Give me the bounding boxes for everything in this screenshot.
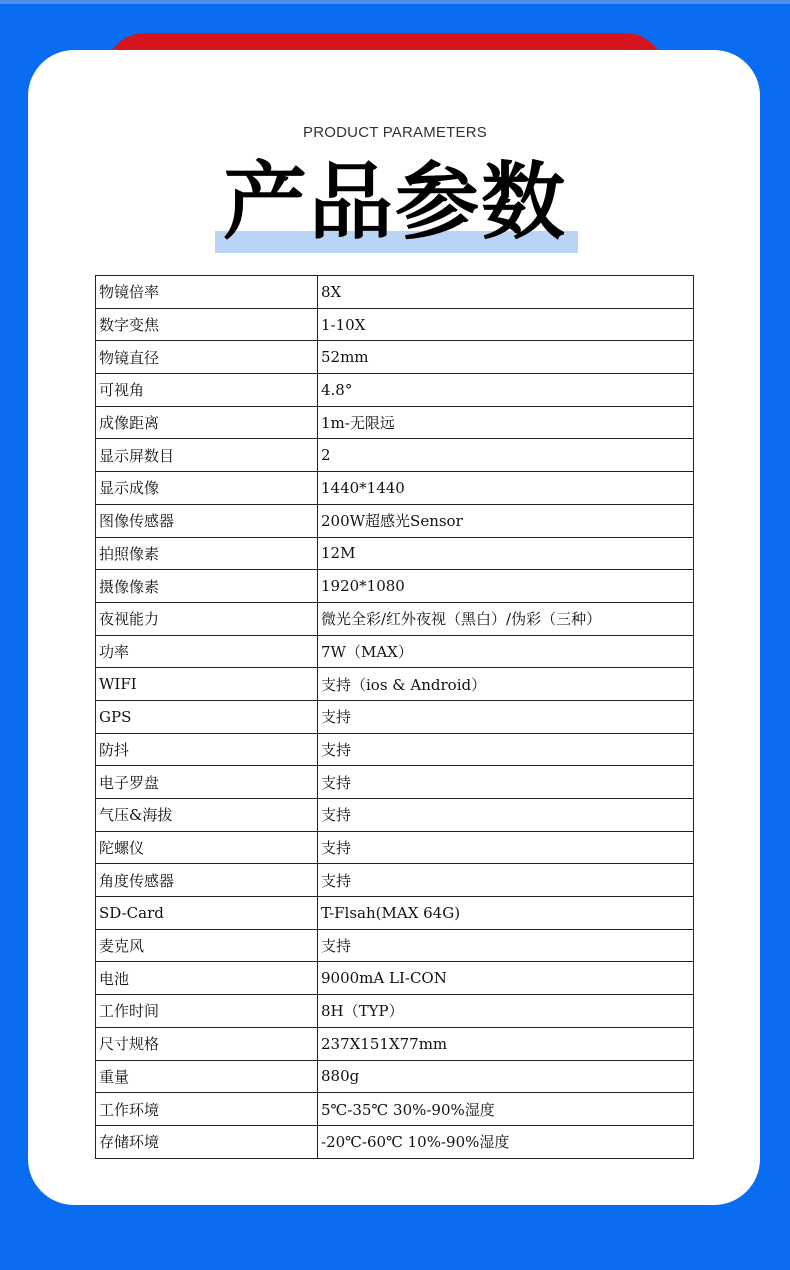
spec-label: 防抖 [96, 733, 318, 766]
spec-label: 物镜直径 [96, 341, 318, 374]
spec-label: 拍照像素 [96, 537, 318, 570]
spec-row [96, 341, 694, 374]
spec-row [96, 995, 694, 1028]
spec-row [96, 570, 694, 603]
spec-row [96, 799, 694, 832]
spec-label: 陀螺仪 [96, 831, 318, 864]
spec-value: 52mm [318, 341, 694, 374]
spec-label: 工作环境 [96, 1093, 318, 1126]
spec-value: 1m-无限远 [318, 406, 694, 439]
spec-label: 显示成像 [96, 472, 318, 505]
spec-label: GPS [96, 700, 318, 733]
spec-value: 8X [318, 276, 694, 309]
spec-label: SD-Card [96, 897, 318, 930]
spec-value: 5℃-35℃ 30%-90%湿度 [318, 1093, 694, 1126]
spec-label: 工作时间 [96, 995, 318, 1028]
spec-label: 图像传感器 [96, 504, 318, 537]
spec-value: 1-10X [318, 308, 694, 341]
spec-label: 重量 [96, 1060, 318, 1093]
spec-value: 2 [318, 439, 694, 472]
spec-label: 物镜倍率 [96, 276, 318, 309]
spec-row [96, 602, 694, 635]
spec-value: 9000mA LI-CON [318, 962, 694, 995]
spec-row [96, 406, 694, 439]
spec-row [96, 1027, 694, 1060]
spec-row [96, 733, 694, 766]
spec-value: 支持 [318, 766, 694, 799]
spec-row [96, 635, 694, 668]
spec-label: 电池 [96, 962, 318, 995]
spec-label: 存储环境 [96, 1125, 318, 1158]
spec-row [96, 962, 694, 995]
spec-label: 尺寸规格 [96, 1027, 318, 1060]
spec-label: 电子罗盘 [96, 766, 318, 799]
spec-label: 角度传感器 [96, 864, 318, 897]
spec-label: 成像距离 [96, 406, 318, 439]
spec-row [96, 276, 694, 309]
spec-row [96, 766, 694, 799]
spec-label: 夜视能力 [96, 602, 318, 635]
spec-value: 支持 [318, 831, 694, 864]
spec-label: 可视角 [96, 374, 318, 407]
spec-value: 12M [318, 537, 694, 570]
spec-row [96, 504, 694, 537]
spec-value: 支持 [318, 733, 694, 766]
spec-value: 880g [318, 1060, 694, 1093]
spec-label: 功率 [96, 635, 318, 668]
spec-value: 微光全彩/红外夜视（黑白）/伪彩（三种） [318, 602, 694, 635]
spec-row [96, 700, 694, 733]
spec-value: -20℃-60℃ 10%-90%湿度 [318, 1125, 694, 1158]
spec-table-body [96, 276, 694, 1159]
spec-row [96, 308, 694, 341]
spec-label: 麦克风 [96, 929, 318, 962]
spec-value: 支持 [318, 929, 694, 962]
page-subtitle: PRODUCT PARAMETERS [303, 124, 487, 141]
spec-value: 7W（MAX） [318, 635, 694, 668]
spec-row [96, 668, 694, 701]
spec-row [96, 1125, 694, 1158]
spec-row [96, 439, 694, 472]
spec-label: WIFI [96, 668, 318, 701]
spec-label: 显示屏数目 [96, 439, 318, 472]
spec-value: 1440*1440 [318, 472, 694, 505]
spec-value: 237X151X77mm [318, 1027, 694, 1060]
spec-label: 摄像像素 [96, 570, 318, 603]
spec-row [96, 472, 694, 505]
spec-table [95, 275, 694, 1159]
spec-value: 8H（TYP） [318, 995, 694, 1028]
spec-value: 1920*1080 [318, 570, 694, 603]
top-strip [0, 0, 790, 4]
spec-row [96, 1060, 694, 1093]
spec-value: 支持 [318, 700, 694, 733]
spec-value: 支持（ios & Android） [318, 668, 694, 701]
spec-row [96, 1093, 694, 1126]
spec-value: T-Flsah(MAX 64G) [318, 897, 694, 930]
spec-row [96, 374, 694, 407]
spec-label: 数字变焦 [96, 308, 318, 341]
page-title: 产品参数 [222, 153, 567, 251]
spec-label: 气压&海拔 [96, 799, 318, 832]
spec-row [96, 831, 694, 864]
spec-value: 200W超感光Sensor [318, 504, 694, 537]
spec-row [96, 537, 694, 570]
spec-value: 4.8° [318, 374, 694, 407]
spec-value: 支持 [318, 864, 694, 897]
spec-row [96, 864, 694, 897]
spec-value: 支持 [318, 799, 694, 832]
spec-row [96, 897, 694, 930]
spec-row [96, 929, 694, 962]
